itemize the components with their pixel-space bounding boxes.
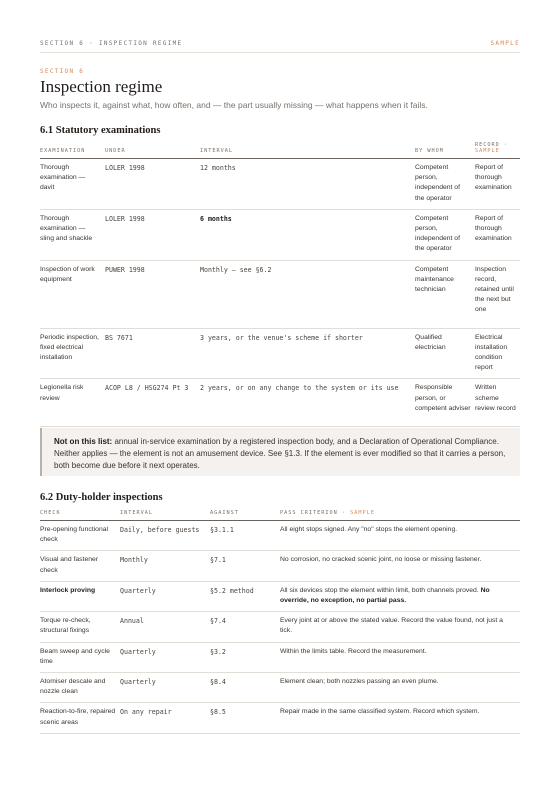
col-pass-label: PASS CRITERION · bbox=[280, 510, 346, 516]
check-cell: Atomiser descale and nozzle clean bbox=[40, 673, 120, 703]
statutory-table bbox=[40, 142, 520, 427]
examination-cell: Inspection of work equipment bbox=[40, 260, 105, 328]
under-cell: LOLER 1998 bbox=[105, 209, 200, 260]
col-check: CHECK bbox=[40, 510, 120, 521]
under-cell: PUWER 1998 bbox=[105, 260, 200, 328]
statutory-header-row bbox=[40, 142, 520, 159]
dutyholder-header-row bbox=[40, 510, 520, 521]
col-interval: INTERVAL bbox=[200, 142, 415, 159]
interval-cell: Quarterly bbox=[120, 581, 210, 611]
table-row bbox=[40, 673, 520, 703]
header-divider bbox=[40, 52, 520, 53]
statutory-heading: 6.1 Statutory examinations bbox=[40, 125, 161, 136]
record-cell: Report of thorough examination bbox=[475, 209, 520, 260]
table-row bbox=[40, 328, 520, 379]
against-cell: §8.4 bbox=[210, 673, 280, 703]
interval-cell: Annual bbox=[120, 612, 210, 642]
by-whom-cell: Competent person, independent of the operator bbox=[415, 209, 475, 260]
against-cell: §5.2 method bbox=[210, 581, 280, 611]
pass-text: No corrosion, no cracked scenic joint, no loose or missing fastener. bbox=[280, 556, 482, 564]
pass-cell bbox=[280, 703, 520, 733]
interval-cell: 6 months bbox=[200, 209, 415, 260]
interval-cell: Quarterly bbox=[120, 673, 210, 703]
pass-cell bbox=[280, 642, 520, 672]
col-interval: INTERVAL bbox=[120, 510, 210, 521]
col-under: UNDER bbox=[105, 142, 200, 159]
running-head-section: SECTION 6 · INSPECTION REGIME bbox=[40, 40, 183, 47]
pass-cell bbox=[280, 521, 520, 551]
pass-bold: No override, no exception, no partial pass. bbox=[280, 586, 490, 605]
record-cell: Electrical installation condition report bbox=[475, 328, 520, 379]
examination-cell: Periodic inspection, fixed electrical installation bbox=[40, 328, 105, 379]
pass-text: Repair made in the same classified system. Record which system. bbox=[280, 708, 480, 716]
examination-cell: Legionella risk review bbox=[40, 379, 105, 427]
page-lede: Who inspects it, against what, how often, and — the part usually missing — what happens when it fails. bbox=[40, 100, 428, 110]
examination-cell: Thorough examination — sling and shackle bbox=[40, 209, 105, 260]
table-row bbox=[40, 521, 520, 551]
by-whom-cell: Competent maintenance technician bbox=[415, 260, 475, 328]
pass-cell bbox=[280, 551, 520, 581]
check-cell: Interlock proving bbox=[40, 581, 120, 611]
check-cell: Visual and fastener check bbox=[40, 551, 120, 581]
table-row bbox=[40, 159, 520, 210]
check-cell: Beam sweep and cycle time bbox=[40, 642, 120, 672]
col-pass-sample: SAMPLE bbox=[350, 510, 375, 516]
record-cell: Report of thorough examination bbox=[475, 159, 520, 210]
table-row bbox=[40, 703, 520, 733]
interval-cell: Monthly bbox=[120, 551, 210, 581]
check-cell: Torque re-check, structural fixings bbox=[40, 612, 120, 642]
interval-cell: Daily, before guests bbox=[120, 521, 210, 551]
examination-cell: Thorough examination — davit bbox=[40, 159, 105, 210]
under-cell: BS 7671 bbox=[105, 328, 200, 379]
table-row bbox=[40, 379, 520, 427]
pass-cell bbox=[280, 581, 520, 611]
col-against: AGAINST bbox=[210, 510, 280, 521]
page-title: Inspection regime bbox=[40, 77, 163, 96]
against-cell: §7.4 bbox=[210, 612, 280, 642]
col-record-label: RECORD · bbox=[475, 142, 508, 148]
table-row bbox=[40, 209, 520, 260]
table-row bbox=[40, 612, 520, 642]
col-record-sample: SAMPLE bbox=[475, 148, 500, 154]
against-cell: §3.2 bbox=[210, 642, 280, 672]
note-lead: Not on this list: bbox=[54, 437, 113, 446]
interval-cell: 3 years, or the venue's scheme if shorter bbox=[200, 328, 415, 379]
by-whom-cell: Competent person, independent of the operator bbox=[415, 159, 475, 210]
record-cell: Inspection record, retained until the next but one bbox=[475, 260, 520, 328]
interval-cell: Monthly — see §6.2 bbox=[200, 260, 415, 328]
record-cell: Written scheme review record bbox=[475, 379, 520, 427]
pass-cell bbox=[280, 612, 520, 642]
interval-cell: 12 months bbox=[200, 159, 415, 210]
pass-text: Within the limits table. Record the measurement. bbox=[280, 647, 427, 655]
section-kicker: SECTION 6 bbox=[40, 68, 85, 75]
against-cell: §8.5 bbox=[210, 703, 280, 733]
col-pass-criterion bbox=[280, 510, 520, 521]
against-cell: §7.1 bbox=[210, 551, 280, 581]
interval-cell: 2 years, or on any change to the system or its use bbox=[200, 379, 415, 427]
running-head-sample-label: SAMPLE bbox=[490, 40, 520, 47]
pass-text: All six devices stop the element within limit, both channels proved. bbox=[280, 586, 481, 594]
table-row bbox=[40, 551, 520, 581]
table-row bbox=[40, 642, 520, 672]
pass-text: Element clean; both nozzles passing an even plume. bbox=[280, 678, 439, 686]
note-text: annual in-service examination by a registered inspection body, and a Declaration of Operational Compliance. Neither applies — the element is not an amusement device. See §1.3. If the element is ever modified so that it carries a person, both become due before it next operates. bbox=[54, 437, 506, 470]
interval-cell: Quarterly bbox=[120, 642, 210, 672]
interval-cell: On any repair bbox=[120, 703, 210, 733]
exclusion-note bbox=[40, 428, 520, 476]
col-record bbox=[475, 142, 520, 159]
col-examination: EXAMINATION bbox=[40, 142, 105, 159]
by-whom-cell: Responsible person, or competent adviser bbox=[415, 379, 475, 427]
dutyholder-table bbox=[40, 510, 520, 734]
col-by-whom: BY WHOM bbox=[415, 142, 475, 159]
table-row bbox=[40, 581, 520, 611]
under-cell: LOLER 1998 bbox=[105, 159, 200, 210]
pass-cell bbox=[280, 673, 520, 703]
by-whom-cell: Qualified electrician bbox=[415, 328, 475, 379]
against-cell: §3.1.1 bbox=[210, 521, 280, 551]
pass-text: Every joint at or above the stated value. Record the value found, not just a tick. bbox=[280, 617, 503, 635]
check-cell: Pre-opening functional check bbox=[40, 521, 120, 551]
under-cell: ACOP L8 / HSG274 Pt 3 bbox=[105, 379, 200, 427]
dutyholder-heading: 6.2 Duty-holder inspections bbox=[40, 492, 163, 503]
check-cell: Reaction-to-fire, repaired scenic areas bbox=[40, 703, 120, 733]
pass-text: All eight stops signed. Any "no" stops the element opening. bbox=[280, 526, 458, 533]
table-row bbox=[40, 260, 520, 328]
